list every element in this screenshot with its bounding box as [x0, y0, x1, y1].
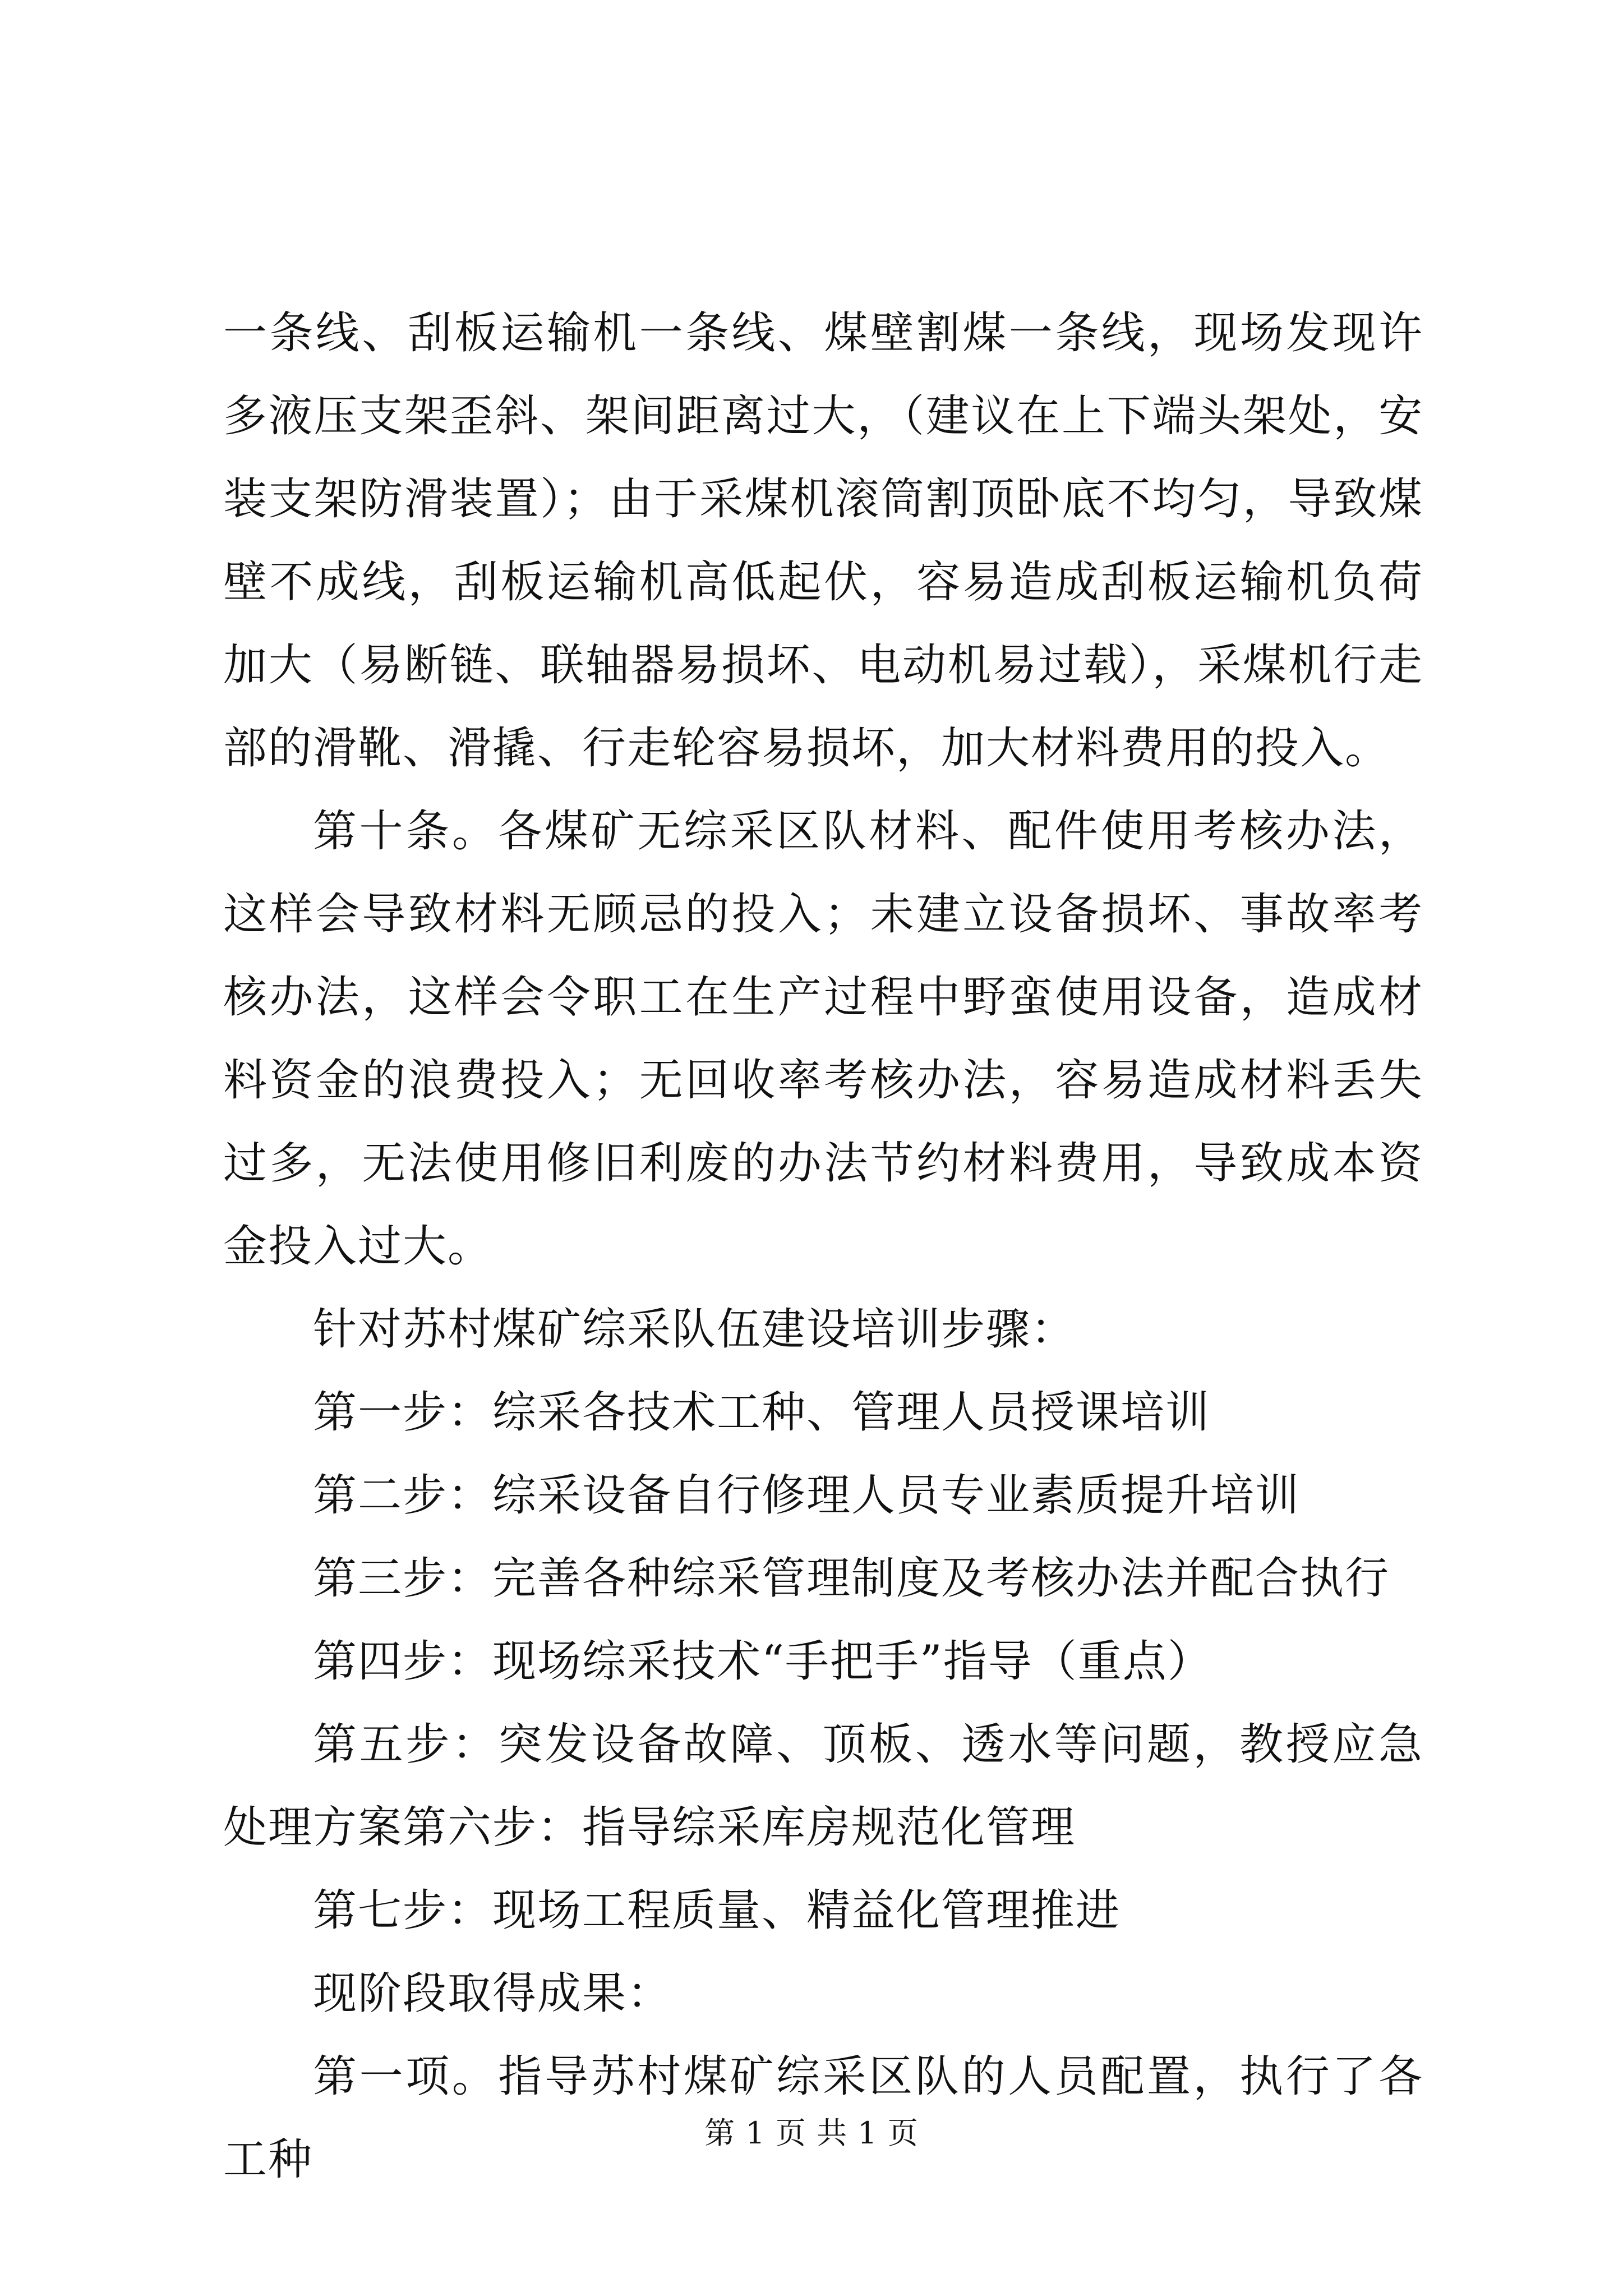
paragraph-9: 第七步：现场工程质量、精益化管理推进 — [313, 1885, 1121, 1936]
paragraph-2: 第十条。各煤矿无综采区队材料、配件使用考核办法，这样会导致材料无顾忌的投入；未建立设备损坏、事故率考核办法，这样会令职工在生产过程中野蛮使用设备，造成材料资金的浪费投入；无回收率考核办法，容易造成材料丢失过多，无法使用修旧利废的办法节约材料费用，导致成本资金投入过大。 — [223, 806, 1423, 1272]
paragraph-6: 第三步：完善各种综采管理制度及考核办法并配合执行 — [313, 1553, 1390, 1604]
paragraph-5: 第二步：综采设备自行修理人员专业素质提升培训 — [313, 1470, 1301, 1521]
paragraph-4: 第一步：综采各技术工种、管理人员授课培训 — [313, 1387, 1211, 1438]
page-footer: 第 1 页 共 1 页 — [704, 2115, 919, 2151]
paragraph-10: 现阶段取得成果： — [313, 1968, 672, 2019]
paragraph-1: 一条线、刮板运输机一条线、煤壁割煤一条线，现场发现许多液压支架歪斜、架间距离过大，（建议在上下端头架处，安装支架防滑装置）；由于采煤机滚筒割顶卧底不均匀，导致煤壁不成线，刮板运输机高低起伏，容易造成刮板运输机负荷加大（易断链、联轴器易损坏、电动机易过载），采煤机行走部的滑靴、滑撬、行走轮容易损坏，加大材料费用的投入。 — [223, 308, 1423, 774]
paragraph-11: 第一项。指导苏村煤矿综采区队的人员配置，执行了各工种 — [223, 2051, 1423, 2185]
paragraph-8: 第五步：突发设备故障、顶板、透水等问题，教授应急处理方案第六步：指导综采库房规范化管理 — [223, 1719, 1423, 1853]
paragraph-7: 第四步：现场综采技术“手把手”指导（重点） — [313, 1636, 1212, 1687]
paragraph-3: 针对苏村煤矿综采队伍建设培训步骤： — [313, 1304, 1076, 1355]
document-body — [223, 292, 1423, 2201]
